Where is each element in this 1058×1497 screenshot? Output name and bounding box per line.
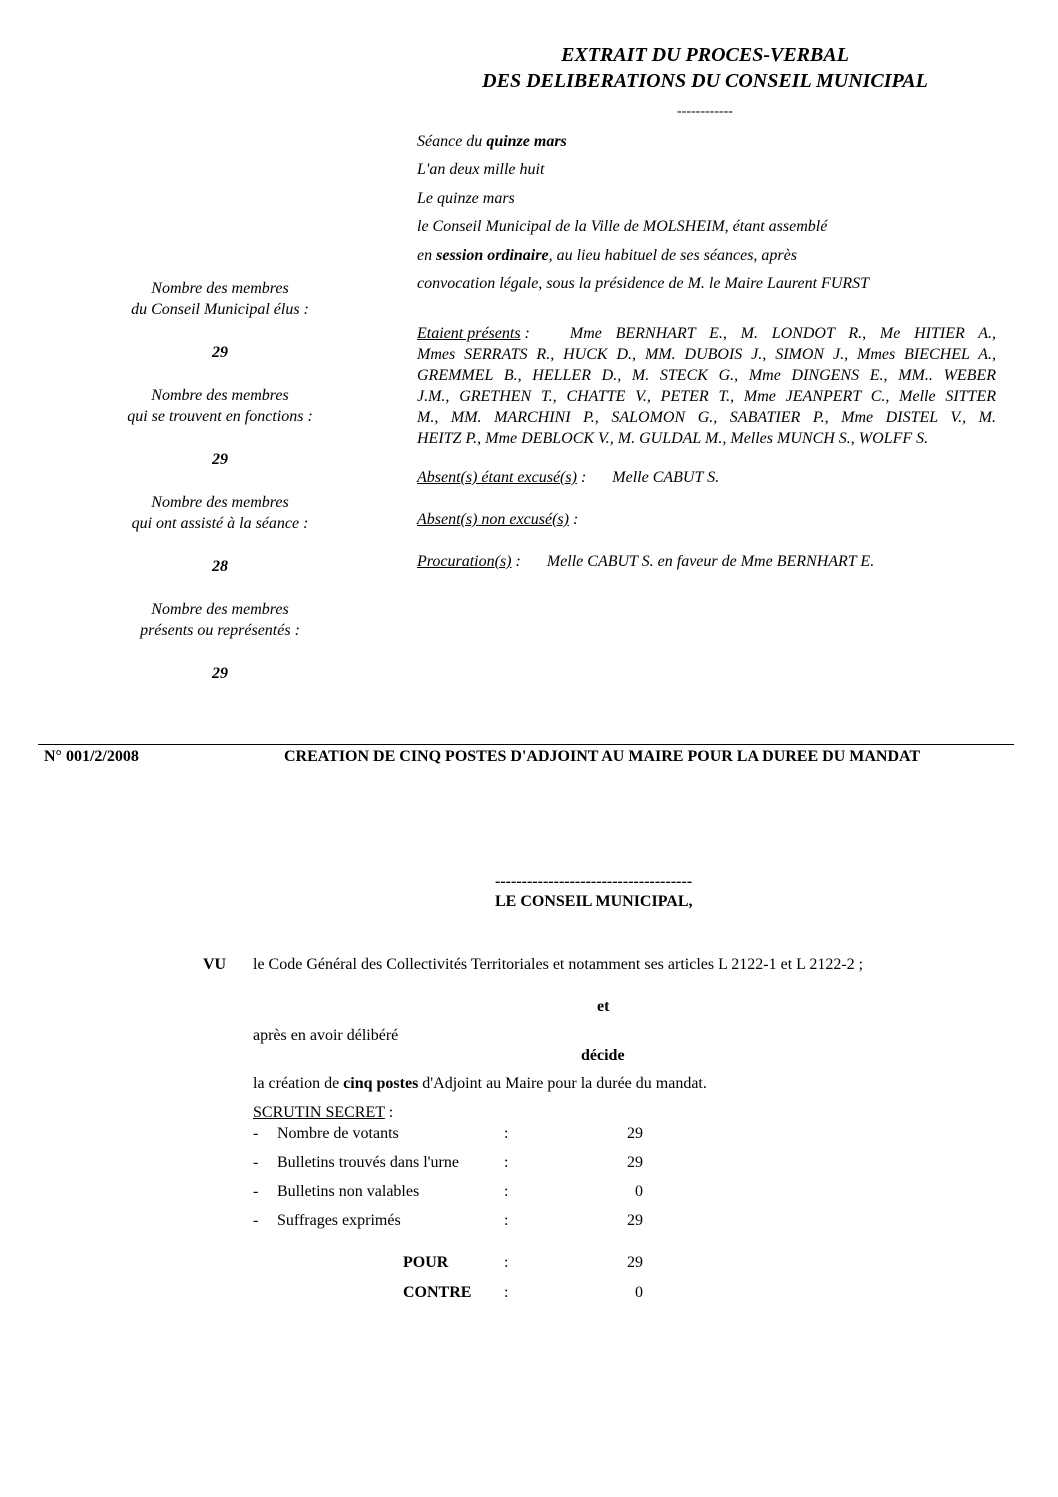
conseil-title: LE CONSEIL MUNICIPAL, xyxy=(495,893,693,910)
section-divider xyxy=(38,744,1014,745)
vote-row-colon: : xyxy=(504,1154,509,1171)
vote-pour-value: 29 xyxy=(627,1254,643,1271)
scrutin-line: SCRUTIN SECRET : xyxy=(253,1104,394,1121)
conseil-dashes: ------------------------------------- xyxy=(495,873,693,890)
vu-label: VU xyxy=(203,956,227,973)
vote-row-colon: : xyxy=(504,1183,509,1200)
absent-excuses-line: Absent(s) étant excusé(s) : Melle CABUT S. xyxy=(417,469,720,486)
seance-date: quinze mars xyxy=(486,133,567,150)
presents-line-6: HEITZ P., Mme DEBLOCK V., M. GULDAL M., Melles MUNCH S., WOLFF S. xyxy=(417,430,929,447)
vote-row-value: 29 xyxy=(627,1125,643,1142)
vote-pour-row xyxy=(403,1254,653,1278)
et-word: et xyxy=(597,998,610,1015)
vote-row-value: 0 xyxy=(635,1183,643,1200)
vote-row-dash: - xyxy=(253,1183,259,1200)
vu-text: le Code Général des Collectivités Territoriales et notamment ses articles L 2122-1 et L 2122-2 ; xyxy=(253,956,864,973)
presents-label: Etaient présents xyxy=(417,325,521,342)
vote-row xyxy=(253,1183,653,1207)
vote-row-label: Nombre de votants xyxy=(277,1125,399,1142)
deliberation-number: N° 001/2/2008 xyxy=(44,748,139,765)
count-fonctions-value: 29 xyxy=(212,451,228,468)
seance-line-6: convocation légale, sous la présidence de M. le Maire Laurent FURST xyxy=(417,274,870,292)
seance-block xyxy=(417,128,1007,298)
decide-word: décide xyxy=(581,1047,625,1064)
title-separator: ------------ xyxy=(677,104,733,119)
presents-line-4: J.M., GRETHEN T., CHATTE V., PETER T., Mme JEANPERT C., Melle SITTER xyxy=(417,388,996,405)
scrutin-label: SCRUTIN SECRET xyxy=(253,1104,385,1121)
count-elus-label-1: Nombre des membres xyxy=(151,280,289,297)
vote-row-label: Bulletins non valables xyxy=(277,1183,420,1200)
count-fonctions-label-2: qui se trouvent en fonctions : xyxy=(127,408,313,425)
apres-text: après en avoir délibéré xyxy=(253,1027,399,1044)
seance-line-1: Séance du quinze mars xyxy=(417,133,567,150)
count-presents-label-2: présents ou représentés : xyxy=(140,622,300,639)
seance-line-3: Le quinze mars xyxy=(417,189,515,207)
vote-row-value: 29 xyxy=(627,1212,643,1229)
document-title-line1: EXTRAIT DU PROCES-VERBAL xyxy=(561,44,849,66)
count-presents-value: 29 xyxy=(212,665,228,682)
count-fonctions-label-1: Nombre des membres xyxy=(151,387,289,404)
procuration-value: Melle CABUT S. en faveur de Mme BERNHART E. xyxy=(546,553,875,570)
vote-row xyxy=(253,1125,653,1149)
presents-line-5: M., MM. MARCHINI P., SALOMON G., SABATIER P., Mme DISTEL V., M. xyxy=(417,409,996,426)
procuration-label: Procuration(s) xyxy=(417,553,512,570)
count-assiste-value: 28 xyxy=(212,558,228,575)
vote-contre-value: 0 xyxy=(635,1284,643,1301)
vote-row-dash: - xyxy=(253,1125,259,1142)
absent-excuses-label: Absent(s) étant excusé(s) xyxy=(417,469,577,486)
absent-excuses-value: Melle CABUT S. xyxy=(612,469,720,486)
presents-line-2: Mmes SERRATS R., HUCK D., MM. DUBOIS J., SIMON J., Mmes BIECHEL A., xyxy=(417,346,996,363)
absent-non-excuses-line: Absent(s) non excusé(s) : xyxy=(417,511,579,528)
creation-bold: cinq postes xyxy=(343,1075,419,1092)
deliberation-title: CREATION DE CINQ POSTES D'ADJOINT AU MAIRE POUR LA DUREE DU MANDAT xyxy=(284,748,921,765)
session-type: session ordinaire xyxy=(436,246,549,264)
vote-row-dash: - xyxy=(253,1154,259,1171)
vote-contre-row xyxy=(403,1284,653,1308)
vote-contre-label: CONTRE xyxy=(403,1284,472,1301)
vote-pour-label: POUR xyxy=(403,1254,449,1271)
vote-row xyxy=(253,1212,653,1236)
count-elus-label-2: du Conseil Municipal élus : xyxy=(131,301,309,318)
vote-row-colon: : xyxy=(504,1212,509,1229)
vote-contre-colon: : xyxy=(504,1284,509,1301)
vote-row xyxy=(253,1154,653,1178)
presents-first-line: Etaient présents : Mme BERNHART E., M. LONDOT R., Me HITIER A., xyxy=(417,325,996,342)
procuration-line: Procuration(s) : Melle CABUT S. en faveur de Mme BERNHART E. xyxy=(417,553,875,570)
creation-line: la création de cinq postes d'Adjoint au Maire pour la durée du mandat. xyxy=(253,1075,707,1092)
count-assiste-label-2: qui ont assisté à la séance : xyxy=(131,515,309,532)
seance-line-2: L'an deux mille huit xyxy=(417,161,545,179)
presents-line-3: GREMMEL B., HELLER D., M. STECK G., Mme DINGENS E., MM.. WEBER xyxy=(417,367,996,384)
vote-pour-colon: : xyxy=(504,1254,509,1271)
seance-line-5: en session ordinaire, au lieu habituel de ses séances, après xyxy=(417,246,797,264)
count-elus-value: 29 xyxy=(212,344,228,361)
vote-row-colon: : xyxy=(504,1125,509,1142)
presents-line-1: Mme BERNHART E., M. LONDOT R., Me HITIER A., xyxy=(569,325,996,342)
presence-block xyxy=(417,323,996,449)
count-assiste-label-1: Nombre des membres xyxy=(151,494,289,511)
member-counts xyxy=(100,278,340,706)
vote-row-value: 29 xyxy=(627,1154,643,1171)
absent-non-excuses-label: Absent(s) non excusé(s) xyxy=(417,511,569,528)
document-title-line2: DES DELIBERATIONS DU CONSEIL MUNICIPAL xyxy=(482,70,928,92)
vote-row-label: Suffrages exprimés xyxy=(277,1212,401,1229)
vote-row-label: Bulletins trouvés dans l'urne xyxy=(277,1154,459,1171)
seance-line-4: le Conseil Municipal de la Ville de MOLSHEIM, étant assemblé xyxy=(417,218,828,236)
count-presents-label-1: Nombre des membres xyxy=(151,601,289,618)
vote-row-dash: - xyxy=(253,1212,259,1229)
